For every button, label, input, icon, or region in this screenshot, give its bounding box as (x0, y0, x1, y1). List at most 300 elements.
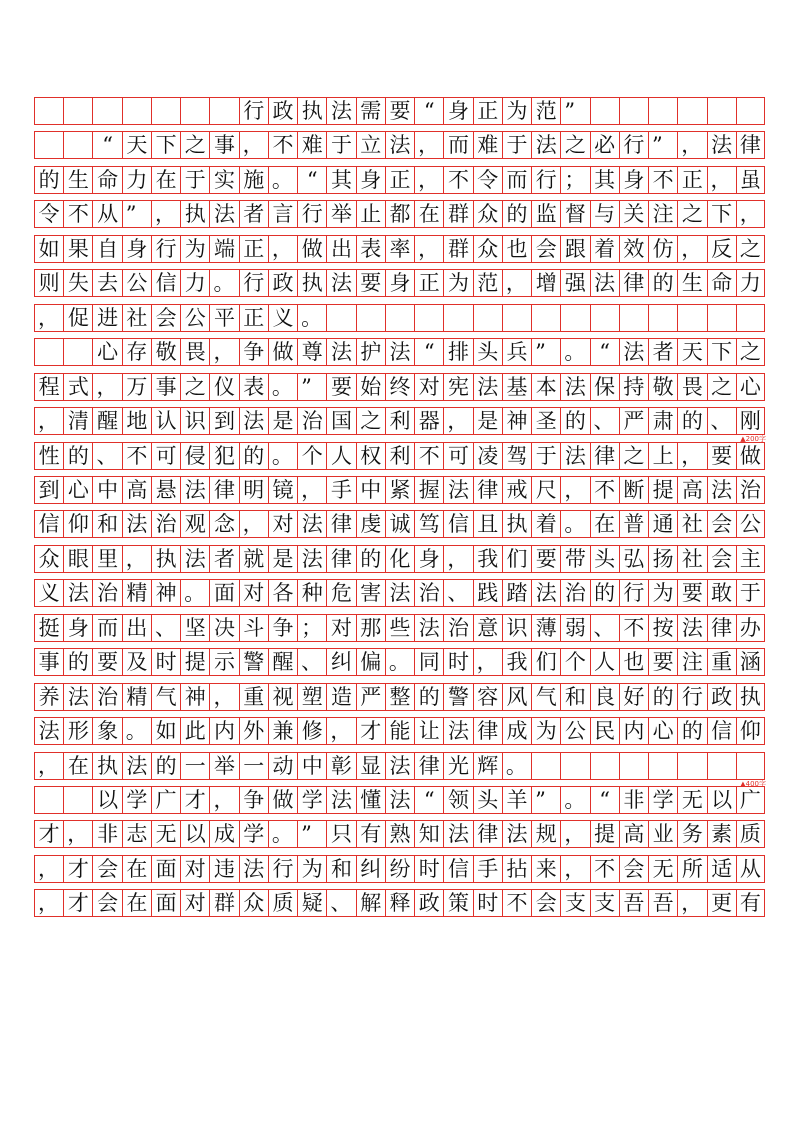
title-char-cell (63, 98, 92, 124)
char-cell: 之 (736, 236, 765, 262)
char-cell: 警 (443, 684, 472, 710)
char-cell: 彰 (326, 753, 355, 779)
char-cell: 时 (414, 856, 443, 882)
char-cell: ， (414, 167, 443, 193)
char-cell: 容 (473, 684, 502, 710)
char-cell: 天 (122, 132, 151, 158)
char-cell: 高 (619, 821, 648, 847)
char-cell: 坚 (180, 615, 209, 641)
char-cell: 严 (619, 408, 648, 434)
char-cell: 广 (736, 787, 765, 813)
char-cell: 与 (590, 201, 619, 227)
char-cell: 施 (239, 167, 268, 193)
char-cell: 涵 (736, 649, 765, 675)
char-cell: 于 (736, 580, 765, 606)
char-cell: 的 (356, 546, 385, 572)
char-cell: 。 (560, 339, 589, 365)
char-cell: 中 (92, 477, 121, 503)
char-cell: ， (34, 753, 63, 779)
char-cell: 危 (326, 580, 355, 606)
char-cell: “ (297, 167, 326, 193)
char-cell: 律 (619, 270, 648, 296)
char-cell: 治 (92, 580, 121, 606)
char-cell: 。 (268, 374, 297, 400)
char-cell: 不 (414, 443, 443, 469)
char-cell: 到 (34, 477, 63, 503)
char-cell: 法 (239, 408, 268, 434)
char-cell: 律 (736, 132, 765, 158)
char-cell: 是 (268, 546, 297, 572)
char-cell: 难 (297, 132, 326, 158)
char-cell: 要 (677, 580, 706, 606)
char-cell: 法 (63, 580, 92, 606)
char-cell: 之 (736, 339, 765, 365)
char-cell: 执 (180, 201, 209, 227)
char-cell: 。 (122, 718, 151, 744)
char-cell: 公 (560, 718, 589, 744)
char-cell: 一 (239, 753, 268, 779)
char-cell: 精 (122, 580, 151, 606)
char-cell: 行 (151, 236, 180, 262)
char-cell: 面 (209, 580, 238, 606)
char-cell: 之 (707, 374, 736, 400)
char-cell: 做 (736, 443, 765, 469)
char-cell: 只 (326, 821, 355, 847)
char-cell: 尊 (297, 339, 326, 365)
char-cell: 力 (736, 270, 765, 296)
char-cell: 扬 (648, 546, 677, 572)
char-cell: 行 (619, 580, 648, 606)
char-cell: 法 (531, 132, 560, 158)
char-cell: 下 (707, 339, 736, 365)
char-cell: 塑 (297, 684, 326, 710)
char-cell: 一 (180, 753, 209, 779)
char-cell (677, 753, 706, 779)
char-cell (473, 305, 502, 331)
char-cell: 时 (473, 890, 502, 916)
char-cell: 性 (34, 443, 63, 469)
char-cell: 法 (560, 374, 589, 400)
char-cell: 会 (619, 856, 648, 882)
char-cell: ， (707, 167, 736, 193)
char-cell: 纷 (385, 856, 414, 882)
char-cell: 办 (736, 615, 765, 641)
char-cell: 公 (180, 305, 209, 331)
char-cell: 不 (443, 167, 472, 193)
char-cell: 熟 (385, 821, 414, 847)
char-cell: 断 (619, 477, 648, 503)
char-cell (502, 305, 531, 331)
char-cell: 非 (619, 787, 648, 813)
char-cell: 。 (268, 443, 297, 469)
char-cell: 行 (677, 684, 706, 710)
char-cell: 凌 (473, 443, 502, 469)
char-cell: 法 (122, 511, 151, 537)
char-cell: 眼 (63, 546, 92, 572)
char-cell: 信 (34, 511, 63, 537)
char-cell: 高 (122, 477, 151, 503)
char-cell: 识 (502, 615, 531, 641)
char-cell: 法 (619, 339, 648, 365)
grid-row (34, 373, 765, 401)
grid-row (34, 786, 765, 814)
char-cell: 来 (531, 856, 560, 882)
char-cell: 止 (356, 201, 385, 227)
char-cell: ” (531, 339, 560, 365)
char-cell: 神 (502, 408, 531, 434)
char-cell: 监 (531, 201, 560, 227)
char-cell: 信 (443, 511, 472, 537)
char-cell: ， (677, 132, 706, 158)
char-cell: 是 (268, 408, 297, 434)
char-cell: 羊 (502, 787, 531, 813)
char-cell: 不 (590, 477, 619, 503)
char-cell (63, 339, 92, 365)
char-cell: 令 (34, 201, 63, 227)
char-cell: ， (560, 856, 589, 882)
grid-row (34, 200, 765, 228)
char-cell: 法 (385, 580, 414, 606)
char-cell: 诚 (385, 511, 414, 537)
char-cell (736, 753, 765, 779)
char-cell: 法 (63, 684, 92, 710)
title-char-cell: 法 (326, 98, 355, 124)
char-cell: 增 (531, 270, 560, 296)
char-cell: ， (677, 890, 706, 916)
char-cell: 斗 (239, 615, 268, 641)
char-cell: 心 (736, 374, 765, 400)
char-cell: ， (326, 718, 355, 744)
char-cell: 所 (677, 856, 706, 882)
char-cell: 率 (385, 236, 414, 262)
char-cell: 。 (385, 649, 414, 675)
char-cell: ” (122, 201, 151, 227)
char-cell: 神 (151, 580, 180, 606)
char-cell: 法 (34, 718, 63, 744)
grid-row (34, 889, 765, 917)
char-cell: 而 (92, 615, 121, 641)
char-cell: 之 (180, 132, 209, 158)
char-cell: 法 (326, 270, 355, 296)
char-cell: 务 (677, 821, 706, 847)
char-cell: 众 (34, 546, 63, 572)
char-cell: ” (297, 821, 326, 847)
char-cell: 支 (590, 890, 619, 916)
char-cell: 的 (648, 684, 677, 710)
char-cell: 会 (707, 511, 736, 537)
char-cell (736, 305, 765, 331)
char-cell (590, 305, 619, 331)
char-cell: 到 (209, 408, 238, 434)
char-cell: 如 (34, 236, 63, 262)
char-cell: 动 (268, 753, 297, 779)
char-cell: 神 (180, 684, 209, 710)
char-cell: 社 (122, 305, 151, 331)
char-cell: 会 (92, 890, 121, 916)
char-cell: 法 (297, 546, 326, 572)
char-cell: ， (34, 890, 63, 916)
char-cell: 支 (560, 890, 589, 916)
char-cell: 要 (326, 374, 355, 400)
char-cell: 会 (92, 856, 121, 882)
char-cell: 也 (619, 649, 648, 675)
char-cell: 头 (473, 787, 502, 813)
char-cell: 要 (356, 270, 385, 296)
char-cell: 可 (151, 443, 180, 469)
char-cell: 律 (473, 821, 502, 847)
char-cell: 必 (590, 132, 619, 158)
title-char-cell: ” (560, 98, 589, 124)
grid-row (34, 752, 765, 780)
char-cell: 法 (209, 201, 238, 227)
char-cell: 护 (356, 339, 385, 365)
char-cell: 注 (677, 649, 706, 675)
char-cell: 行 (268, 856, 297, 882)
char-cell: 法 (443, 821, 472, 847)
char-cell: 辉 (473, 753, 502, 779)
title-char-cell: 行 (239, 98, 268, 124)
word-count-marker: ▲200字 (740, 435, 766, 444)
char-cell: 畏 (677, 374, 706, 400)
char-cell: 和 (326, 856, 355, 882)
char-cell: 要 (648, 649, 677, 675)
title-char-cell (619, 98, 648, 124)
char-cell: 。 (297, 305, 326, 331)
char-cell: 的 (677, 718, 706, 744)
char-cell: 让 (414, 718, 443, 744)
char-cell: 权 (356, 443, 385, 469)
char-cell: 无 (677, 787, 706, 813)
char-cell: 风 (502, 684, 531, 710)
char-cell: 法 (473, 374, 502, 400)
char-cell: 、 (151, 615, 180, 641)
char-cell: 学 (297, 787, 326, 813)
title-char-cell: 范 (531, 98, 560, 124)
char-cell: 以 (92, 787, 121, 813)
char-cell: 同 (414, 649, 443, 675)
char-cell: 宪 (443, 374, 472, 400)
char-cell: 显 (356, 753, 385, 779)
char-cell: 以 (707, 787, 736, 813)
char-cell: 督 (560, 201, 589, 227)
char-cell: 才 (356, 718, 385, 744)
char-cell: 化 (385, 546, 414, 572)
char-cell: 和 (92, 511, 121, 537)
char-cell: 反 (707, 236, 736, 262)
char-cell: 在 (63, 753, 92, 779)
char-cell: 兼 (268, 718, 297, 744)
char-cell: 执 (736, 684, 765, 710)
char-cell (648, 305, 677, 331)
char-cell: 对 (180, 890, 209, 916)
char-cell: 不 (590, 856, 619, 882)
char-cell: 律 (473, 718, 502, 744)
char-cell: 法 (385, 753, 414, 779)
char-cell: 气 (531, 684, 560, 710)
char-cell: ， (443, 546, 472, 572)
char-cell: 吾 (619, 890, 648, 916)
char-cell: 我 (502, 649, 531, 675)
char-cell: 难 (473, 132, 502, 158)
char-cell: 表 (356, 236, 385, 262)
char-cell: 法 (297, 511, 326, 537)
char-cell: 虽 (736, 167, 765, 193)
char-cell: 地 (122, 408, 151, 434)
char-cell: 者 (648, 339, 677, 365)
char-cell: 决 (209, 615, 238, 641)
grid-row (34, 717, 765, 745)
char-cell: 政 (268, 270, 297, 296)
grid-row (34, 614, 765, 642)
char-cell: 利 (385, 443, 414, 469)
title-char-cell: 身 (443, 98, 472, 124)
char-cell: 执 (92, 753, 121, 779)
char-cell: “ (414, 787, 443, 813)
char-cell: 令 (473, 167, 502, 193)
char-cell: 众 (239, 890, 268, 916)
char-cell: 素 (707, 821, 736, 847)
title-char-cell (34, 98, 63, 124)
char-cell: 视 (268, 684, 297, 710)
char-cell: 法 (560, 443, 589, 469)
title-char-cell (677, 98, 706, 124)
char-cell: 要 (531, 546, 560, 572)
char-cell: 害 (356, 580, 385, 606)
char-cell: 下 (707, 201, 736, 227)
char-cell: 治 (414, 580, 443, 606)
char-cell: 的 (590, 580, 619, 606)
char-cell: 、 (326, 890, 355, 916)
char-cell: 律 (707, 615, 736, 641)
char-cell: 法 (180, 546, 209, 572)
char-cell: 、 (297, 649, 326, 675)
char-cell: “ (590, 787, 619, 813)
char-cell: 从 (736, 856, 765, 882)
char-cell: 知 (414, 821, 443, 847)
char-cell: 存 (122, 339, 151, 365)
char-cell: 实 (209, 167, 238, 193)
char-cell: 上 (648, 443, 677, 469)
char-cell: 立 (356, 132, 385, 158)
char-cell: 式 (63, 374, 92, 400)
grid-row (34, 545, 765, 573)
char-cell: 之 (619, 443, 648, 469)
char-cell: ， (414, 132, 443, 158)
char-cell: 行 (619, 132, 648, 158)
char-cell: 下 (151, 132, 180, 158)
char-cell: 修 (297, 718, 326, 744)
char-cell: 为 (648, 580, 677, 606)
char-cell: 会 (151, 305, 180, 331)
char-cell: 、 (443, 580, 472, 606)
char-cell: 领 (443, 787, 472, 813)
char-cell: 律 (209, 477, 238, 503)
char-cell: 身 (619, 167, 648, 193)
char-cell: 会 (531, 890, 560, 916)
char-cell: 在 (122, 890, 151, 916)
char-cell: 识 (180, 408, 209, 434)
grid-row (34, 235, 765, 263)
char-cell: “ (92, 132, 121, 158)
char-cell: 手 (473, 856, 502, 882)
char-cell: 更 (707, 890, 736, 916)
char-cell: 对 (239, 580, 268, 606)
char-cell: ” (531, 787, 560, 813)
char-cell (531, 753, 560, 779)
char-cell: 法 (414, 615, 443, 641)
title-row (34, 97, 765, 125)
char-cell: 我 (473, 546, 502, 572)
char-cell: ， (239, 511, 268, 537)
char-cell: 敬 (648, 374, 677, 400)
title-char-cell (151, 98, 180, 124)
char-cell: 挺 (34, 615, 63, 641)
char-cell: 高 (677, 477, 706, 503)
char-cell: 者 (209, 546, 238, 572)
char-cell: 身 (414, 546, 443, 572)
char-cell: 圣 (531, 408, 560, 434)
char-cell: 此 (180, 718, 209, 744)
char-cell (63, 132, 92, 158)
char-cell: 如 (151, 718, 180, 744)
char-cell: 政 (414, 890, 443, 916)
char-cell: 拈 (502, 856, 531, 882)
char-cell: 正 (677, 167, 706, 193)
title-char-cell: 为 (502, 98, 531, 124)
char-cell: 是 (473, 408, 502, 434)
char-cell: 律 (473, 477, 502, 503)
char-cell: 民 (590, 718, 619, 744)
char-cell: 业 (648, 821, 677, 847)
char-cell: 人 (326, 443, 355, 469)
char-cell: 。 (180, 580, 209, 606)
char-cell: 执 (502, 511, 531, 537)
char-cell: ” (648, 132, 677, 158)
char-cell: 于 (502, 132, 531, 158)
char-cell: 社 (677, 546, 706, 572)
char-cell: 带 (560, 546, 589, 572)
char-cell: 主 (736, 546, 765, 572)
char-cell: 仰 (63, 511, 92, 537)
char-cell: 身 (356, 167, 385, 193)
char-cell: 弱 (560, 615, 589, 641)
char-cell: 。 (268, 167, 297, 193)
char-cell: 仿 (648, 236, 677, 262)
title-char-cell: 执 (297, 98, 326, 124)
char-cell: 和 (560, 684, 589, 710)
char-cell: 心 (92, 339, 121, 365)
char-cell: 纠 (356, 856, 385, 882)
char-cell: 才 (63, 890, 92, 916)
char-cell: 法 (502, 821, 531, 847)
char-cell: 力 (122, 167, 151, 193)
char-cell (560, 753, 589, 779)
char-cell: 就 (239, 546, 268, 572)
char-cell: 犯 (209, 443, 238, 469)
char-cell: 的 (151, 753, 180, 779)
char-cell: 也 (502, 236, 531, 262)
char-cell: 政 (707, 684, 736, 710)
char-cell: 、 (590, 615, 619, 641)
char-cell: 正 (385, 167, 414, 193)
char-cell: 那 (356, 615, 385, 641)
char-cell: 为 (297, 856, 326, 882)
char-cell: 警 (239, 649, 268, 675)
char-cell: 的 (63, 649, 92, 675)
grid-row (34, 442, 765, 470)
char-cell: 治 (92, 684, 121, 710)
char-cell: 种 (297, 580, 326, 606)
